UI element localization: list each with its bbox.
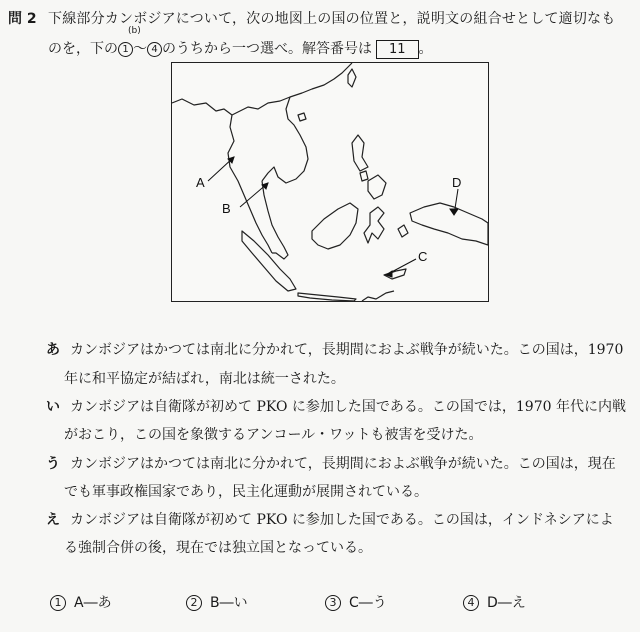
option-u-line1 — [46, 454, 616, 474]
choice-1[interactable] — [50, 592, 112, 612]
choice-3-text: C―う — [349, 595, 387, 611]
option-a-key: あ — [46, 342, 60, 358]
java — [298, 293, 356, 301]
question-text-line1: 下線部分カンボジアについて，次の地図上の国の位置と，説明文の組合せとして適切なも — [48, 11, 616, 27]
option-e-text1: カンボジアは自衛隊が初めて PKO に参加した国である。この国は，インドネシアによ — [70, 512, 614, 528]
answer-number-box[interactable]: 11 — [376, 40, 419, 59]
choice-2-text: B―い — [210, 595, 248, 611]
moluccas — [398, 225, 408, 237]
option-i-line1 — [46, 397, 626, 417]
line2-suffix: のうちから一つ選べ。解答番号は — [162, 41, 372, 57]
question-text-line2 — [48, 38, 433, 59]
visayas — [360, 171, 368, 181]
option-a-text1: カンボジアはかつては南北に分かれて，長期間におよぶ戦争が続いた。この国は，1970 — [70, 342, 624, 358]
map-label-a: A — [196, 175, 205, 190]
option-i-key: い — [46, 399, 60, 415]
mindanao — [368, 175, 386, 199]
malay-peninsula — [262, 181, 288, 259]
choice-3-number: 3 — [325, 595, 341, 611]
option-e-line2: る強制合併の後，現在では独立国となっている。 — [64, 540, 372, 556]
arrow-d — [450, 209, 458, 215]
choice-4-number: 4 — [463, 595, 479, 611]
option-u-key: う — [46, 456, 60, 472]
map-label-c: C — [418, 249, 428, 264]
option-u-line2: でも軍事政権国家であり，民主化運動が展開されている。 — [64, 484, 428, 500]
choice-1-number: 1 — [50, 595, 66, 611]
vietnam-coast — [262, 97, 308, 183]
choice-2-number: 2 — [186, 595, 202, 611]
map-drawing — [172, 63, 488, 301]
option-i-line2: がおこり，この国を象徴するアンコール・ワットも被害を受けた。 — [64, 427, 483, 443]
mainland-coast — [172, 63, 352, 115]
circled-number-1: 1 — [118, 42, 133, 57]
map-label-b: B — [222, 201, 231, 216]
option-i-text1: カンボジアは自衛隊が初めて PKO に参加した国である。この国では，1970 年代に内戦 — [70, 399, 626, 415]
option-e-key: え — [46, 512, 60, 528]
hainan — [298, 113, 306, 121]
choice-2[interactable] — [186, 592, 248, 612]
southeast-asia-map — [171, 62, 489, 302]
line2-end: 。 — [418, 41, 433, 57]
small-islands — [362, 291, 394, 301]
option-u-text1: カンボジアはかつては南北に分かれて，長期間におよぶ戦争が続いた。この国は，現在 — [70, 456, 616, 472]
choice-3[interactable] — [325, 592, 387, 612]
borneo — [312, 203, 358, 249]
choice-4-text: D―え — [487, 595, 526, 611]
choice-4[interactable] — [463, 592, 526, 612]
tilde: ～ — [133, 41, 147, 57]
sulawesi — [364, 207, 384, 243]
map-label-d: D — [452, 175, 462, 190]
luzon — [352, 135, 368, 171]
new-guinea — [410, 203, 488, 245]
question-number: 問 2 — [8, 11, 37, 27]
option-e-line1 — [46, 510, 614, 530]
choice-1-text: A―あ — [74, 595, 112, 611]
furigana-b: (b) — [128, 26, 141, 36]
taiwan — [348, 69, 356, 87]
circled-number-4: 4 — [147, 42, 162, 57]
option-a-line2: 年に和平協定が結ばれ，南北は統一された。 — [64, 371, 345, 387]
option-a-line1 — [46, 340, 623, 360]
line2-prefix: のを，下の — [48, 41, 118, 57]
sumatra — [242, 231, 296, 291]
